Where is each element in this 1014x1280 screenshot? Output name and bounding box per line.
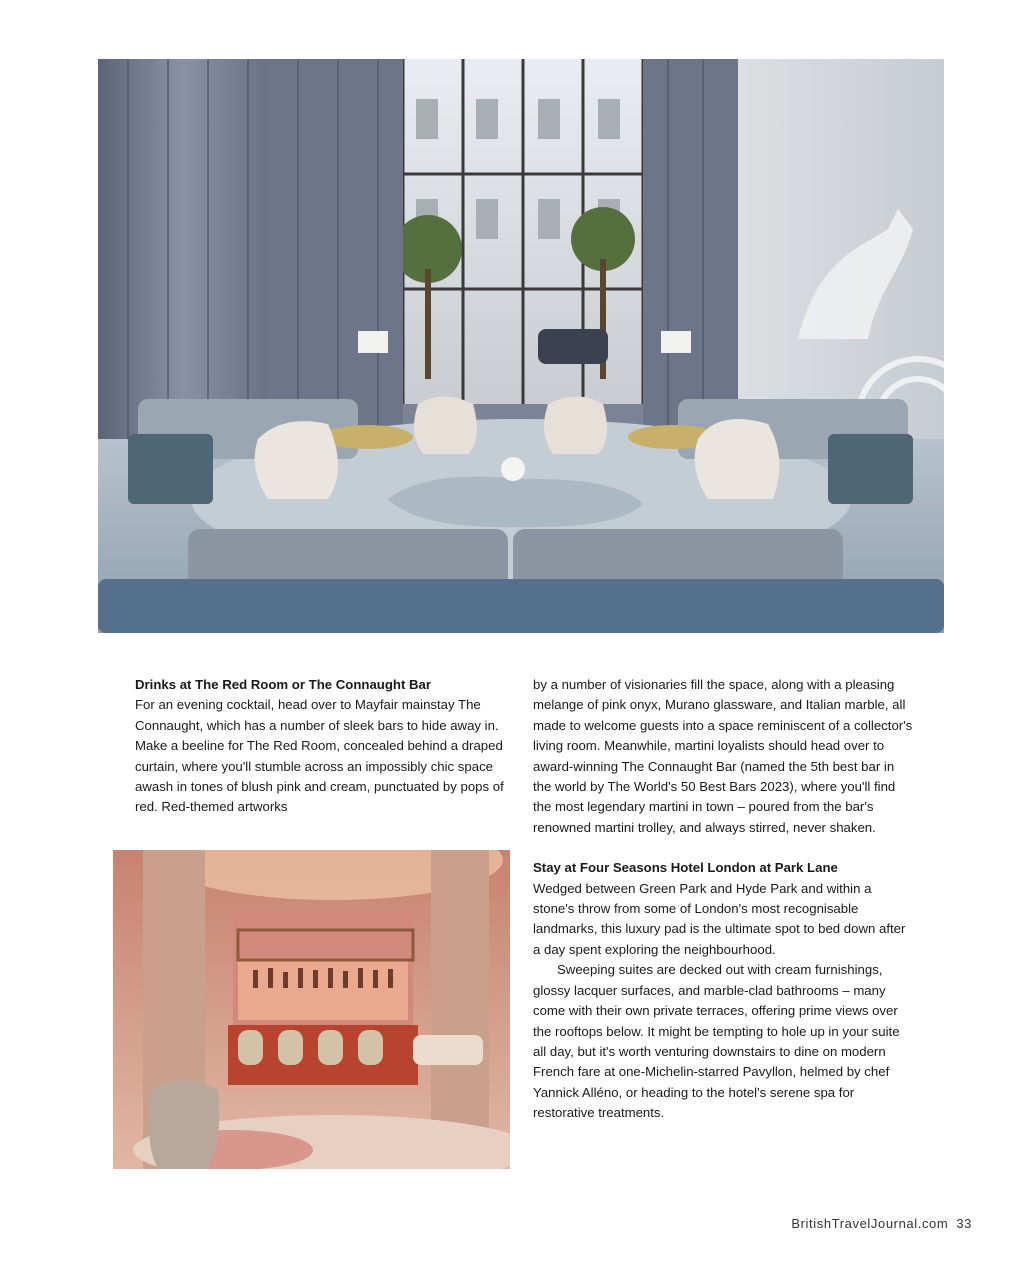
page-number: 33 (956, 1216, 972, 1231)
section-heading-drinks: Drinks at The Red Room or The Connaught Bar (135, 677, 432, 692)
article-column-left (135, 675, 507, 818)
section-body-drinks-part2: by a number of visionaries fill the space, along with a pleasing melange of pink onyx, Murano glassware, and Italian marble, all made to welcome guests into a space reminiscent of a collector's living room. Meanwhile, martini loyalists should head over to award-winning The Connaught Bar (named the 5th best bar in the world by The World's 50 Best Bars 2023), where you'll find the most legendary martini in town – poured from the bar's renowned martini trolley, and always stirred, never shaken. (533, 677, 913, 835)
red-room-bar-photo (113, 850, 510, 1169)
footer-site-link[interactable]: BritishTravelJournal.com (791, 1216, 949, 1231)
article-column-right (533, 675, 913, 1124)
section-body-stay-para2: Sweeping suites are decked out with cream furnishings, glossy lacquer surfaces, and marble-clad bathrooms – many come with their own private terraces, offering prime views over the rooftops below. It might be tempting to hole up in your suite all day, but it's worth venturing downstairs to dine on modern French fare at one-Michelin-starred Pavyllon, helmed by chef Yannick Alléno, or heading to the hotel's serene spa for restorative treatments. (533, 962, 900, 1121)
section-body-drinks-part1: For an evening cocktail, head over to Mayfair mainstay The Connaught, which has a number of sleek bars to hide away in. Make a beeline for The Red Room, concealed behind a draped curtain, where you'll stumble across an impossibly chic space awash in tones of blush pink and cream, punctuated by pops of red. Red-themed artworks (135, 697, 504, 815)
section-body-stay-para1: Wedged between Green Park and Hyde Park and within a stone's throw from some of London's most recognisable landmarks, this luxury pad is the ultimate spot to bed down after a day spent exploring the neighbourhood. (533, 880, 906, 957)
hero-lounge-photo (98, 59, 944, 633)
page-footer (791, 1216, 972, 1231)
section-heading-stay: Stay at Four Seasons Hotel London at Park Lane (533, 860, 838, 876)
